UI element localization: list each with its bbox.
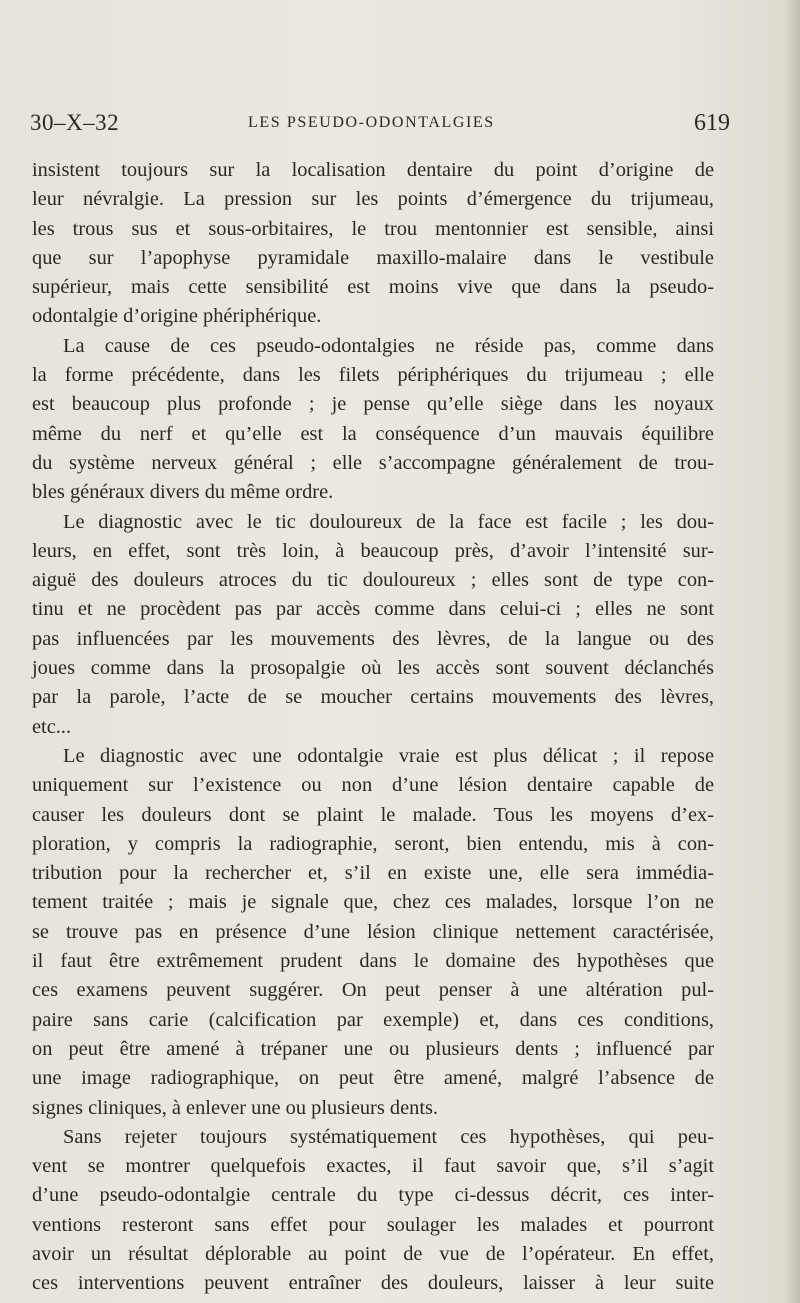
- text-line: signes cliniques, à enlever une ou plusieurs dents.: [32, 1096, 439, 1119]
- text-line: aiguë des douleurs atroces du tic douloureux ; elles sont de type con-: [32, 569, 714, 592]
- text-line: il faut être extrêmement prudent dans le domaine des hypothèses que: [32, 950, 714, 973]
- text-line: avoir un résultat déplorable au point de vue de l’opérateur. En effet,: [32, 1242, 714, 1265]
- text-line: vent se montrer quelquefois exactes, il faut savoir que, s’il s’agit: [32, 1155, 714, 1178]
- text-line: leur névralgie. La pression sur les points d’émergence du trijumeau,: [32, 188, 714, 211]
- text-line: les trous sus et sous-orbitaires, le trou mentonnier est sensible, ainsi: [32, 217, 714, 240]
- text-line: Le diagnostic avec le tic douloureux de la face est facile ; les dou-: [63, 510, 714, 533]
- text-line: une image radiographique, on peut être amené, malgré l’absence de: [32, 1067, 714, 1090]
- text-line: odontalgie d’origine phériphérique.: [32, 305, 322, 328]
- text-line: ploration, y compris la radiographie, seront, bien entendu, mis à con-: [32, 832, 714, 855]
- text-line: supérieur, mais cette sensibilité est moins vive que dans la pseudo-: [32, 276, 714, 299]
- text-line: par la parole, l’acte de se moucher certains mouvements des lèvres,: [32, 686, 714, 709]
- text-line: tement traitée ; mais je signale que, chez ces malades, lorsque l’on ne: [32, 891, 714, 914]
- text-line: ces interventions peuvent entraîner des douleurs, laisser à leur suite: [32, 1272, 714, 1295]
- text-line: Sans rejeter toujours systématiquement ces hypothèses, qui peu-: [63, 1125, 714, 1148]
- text-line: on peut être amené à trépaner une ou plusieurs dents ; influencé par: [32, 1037, 714, 1060]
- page-number: 619: [694, 110, 730, 136]
- text-line: bles généraux divers du même ordre.: [32, 481, 334, 504]
- text-line: ces examens peuvent suggérer. On peut penser à une altération pul-: [32, 979, 714, 1002]
- body-text: [32, 156, 714, 1299]
- text-line: même du nerf et qu’elle est la conséquence d’un mauvais équilibre: [32, 422, 714, 445]
- text-line: que sur l’apophyse pyramidale maxillo-malaire dans le vestibule: [32, 246, 714, 269]
- text-line: etc...: [32, 715, 72, 738]
- text-line: se trouve pas en présence d’une lésion clinique nettement caractérisée,: [32, 920, 714, 943]
- text-line: uniquement sur l’existence ou non d’une lésion dentaire capable de: [32, 774, 714, 797]
- text-line: pas influencées par les mouvements des lèvres, de la langue ou des: [32, 627, 714, 650]
- text-line: insistent toujours sur la localisation dentaire du point d’origine de: [32, 159, 714, 181]
- text-line: du système nerveux général ; elle s’accompagne généralement de trou-: [32, 451, 714, 474]
- text-line: tribution pour la rechercher et, s’il en existe une, elle sera immédia-: [32, 862, 714, 885]
- text-line: La cause de ces pseudo-odontalgies ne réside pas, comme dans: [63, 334, 714, 357]
- text-line: Le diagnostic avec une odontalgie vraie est plus délicat ; il repose: [63, 744, 714, 767]
- page-edge-shadow: [784, 0, 800, 1303]
- text-line: causer les douleurs dont se plaint le malade. Tous les moyens d’ex-: [32, 803, 714, 826]
- header-date: 30–X–32: [30, 110, 120, 135]
- text-line: joues comme dans la prosopalgie où les accès sont souvent déclanchés: [32, 657, 714, 680]
- running-header: [30, 110, 730, 140]
- text-line: d’une pseudo-odontalgie centrale du type ci-dessus décrit, ces inter-: [32, 1184, 714, 1207]
- text-line: la forme précédente, dans les filets périphériques du trijumeau ; elle: [32, 364, 714, 387]
- text-line: paire sans carie (calcification par exemple) et, dans ces conditions,: [32, 1008, 714, 1031]
- text-line: tinu et ne procèdent pas par accès comme dans celui-ci ; elles ne sont: [32, 598, 714, 621]
- text-line: est beaucoup plus profonde ; je pense qu’elle siège dans les noyaux: [32, 393, 714, 416]
- text-line: leurs, en effet, sont très loin, à beaucoup près, d’avoir l’intensité sur-: [32, 539, 714, 562]
- running-title: LES PSEUDO-ODONTALGIES: [248, 114, 495, 131]
- text-line: ventions resteront sans effet pour soulager les malades et pourront: [32, 1213, 714, 1236]
